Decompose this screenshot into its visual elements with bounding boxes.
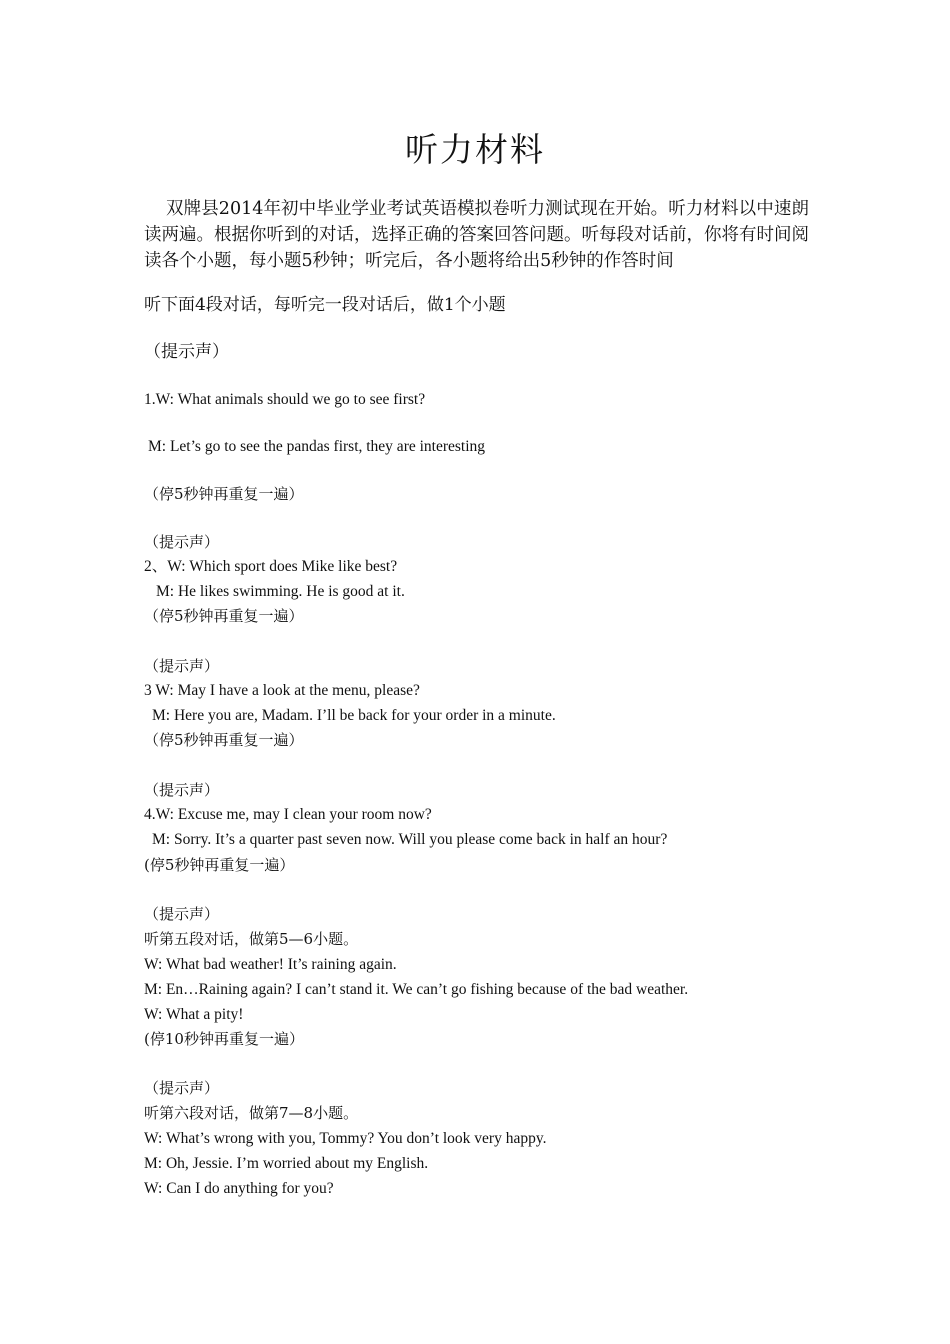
section-instruction: 听第五段对话，做第5—6小题。 bbox=[144, 930, 359, 948]
prompt-sound: （提示声） bbox=[144, 657, 220, 675]
section-instruction: 听下面4段对话，每听完一段对话后，做1个小题 bbox=[144, 295, 506, 315]
pause-note: (停5秒钟再重复一遍） bbox=[144, 856, 295, 874]
dialogue-line: 3 W: May I have a look at the menu, please? bbox=[144, 682, 420, 699]
dialogue-line: M: Oh, Jessie. I’m worried about my English. bbox=[144, 1155, 429, 1172]
dialogue-line: 1.W: What animals should we go to see first? bbox=[144, 391, 426, 408]
prompt-sound: （提示声） bbox=[144, 342, 229, 362]
dialogue-line: W: What bad weather! It’s raining again. bbox=[144, 956, 397, 973]
pause-note: （停5秒钟再重复一遍） bbox=[144, 485, 304, 503]
dialogue-line: W: Can I do anything for you? bbox=[144, 1180, 334, 1197]
dialogue-line: M: Here you are, Madam. I’ll be back for your order in a minute. bbox=[152, 707, 556, 724]
dialogue-line: M: Sorry. It’s a quarter past seven now. Will you please come back in half an hour? bbox=[152, 831, 668, 848]
document-title: 听力材料 bbox=[405, 130, 545, 169]
pause-note: （停5秒钟再重复一遍） bbox=[144, 731, 304, 749]
prompt-sound: （提示声） bbox=[144, 533, 220, 551]
intro-paragraph: 双牌县2014年初中毕业学业考试英语模拟卷听力测试现在开始。听力材料以中速朗读两遍。根据你听到的对话，选择正确的答案回答问题。听每段对话前，你将有时间阅读各个小题，每小题5秒钟；听完后，各小题将给出5秒钟的作答时间 bbox=[144, 199, 809, 271]
dialogue-line: 2、W: Which sport does Mike like best? bbox=[144, 558, 398, 575]
pause-note: (停10秒钟再重复一遍） bbox=[144, 1030, 304, 1048]
dialogue-line: W: What a pity! bbox=[144, 1006, 244, 1023]
dialogue-line: M: He likes swimming. He is good at it. bbox=[156, 583, 405, 600]
dialogue-line: M: Let’s go to see the pandas first, they are interesting bbox=[148, 438, 486, 455]
pause-note: （停5秒钟再重复一遍） bbox=[144, 607, 304, 625]
prompt-sound: （提示声） bbox=[144, 1079, 220, 1097]
dialogue-line: 4.W: Excuse me, may I clean your room now? bbox=[144, 806, 432, 823]
dialogue-line: M: En…Raining again? I can’t stand it. We can’t go fishing because of the bad weather. bbox=[144, 981, 689, 998]
dialogue-line: W: What’s wrong with you, Tommy? You don’t look very happy. bbox=[144, 1130, 547, 1147]
prompt-sound: （提示声） bbox=[144, 781, 220, 799]
section-instruction: 听第六段对话，做第7—8小题。 bbox=[144, 1104, 359, 1122]
prompt-sound: （提示声） bbox=[144, 905, 220, 923]
